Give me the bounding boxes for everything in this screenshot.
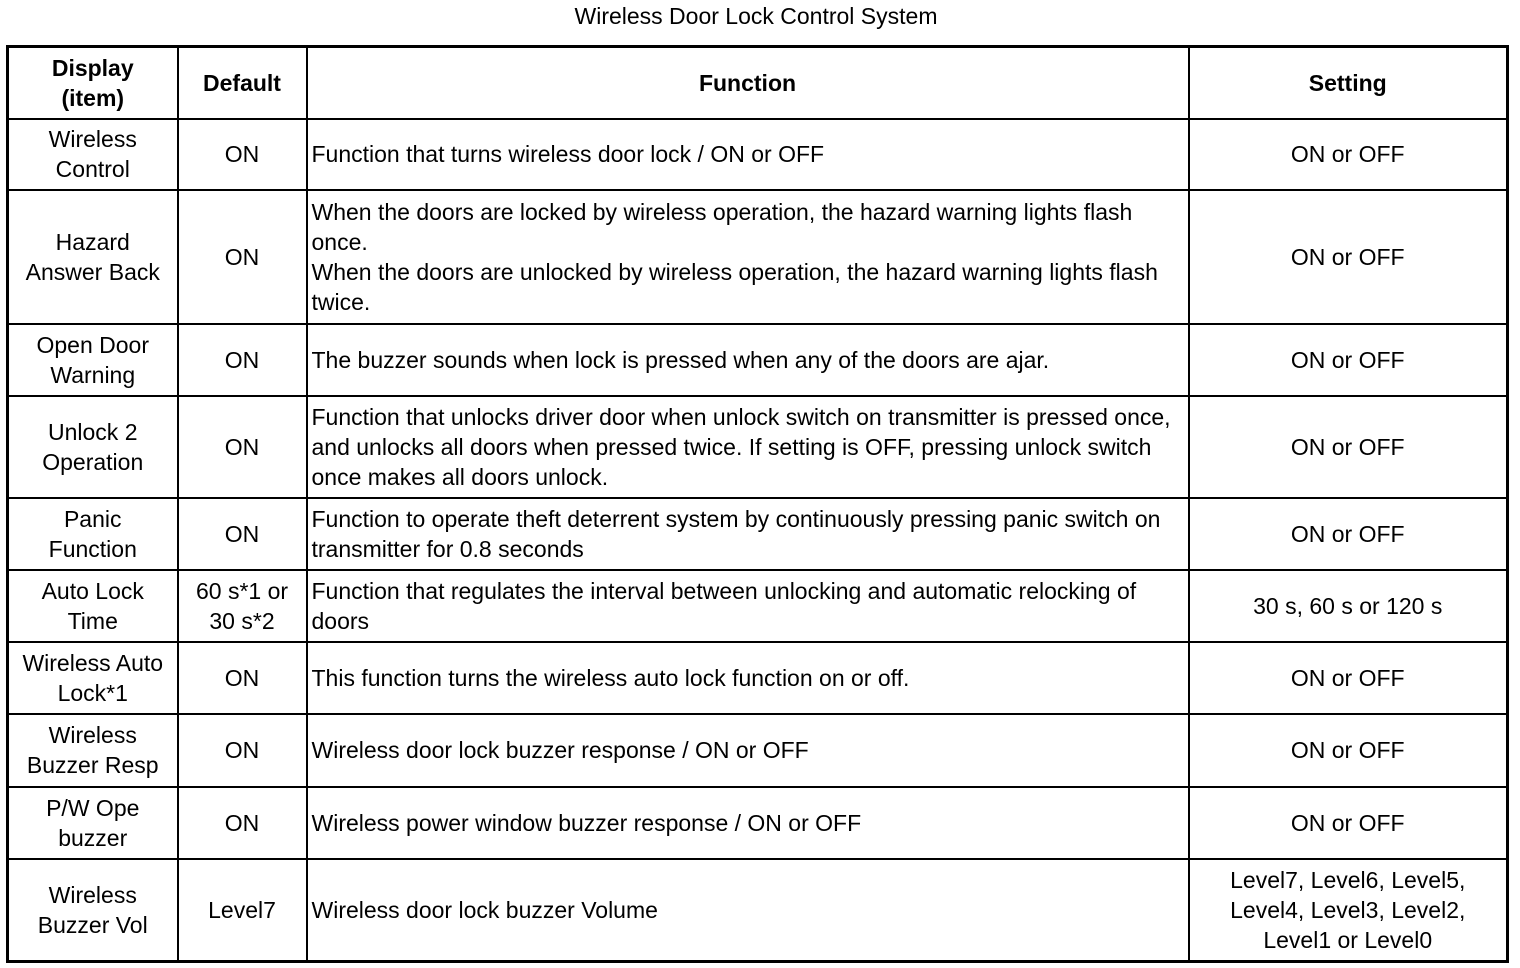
item-line: Panic xyxy=(63,505,122,532)
header-function: Function xyxy=(307,47,1189,119)
default-cell xyxy=(178,570,307,642)
item-cell xyxy=(8,324,178,396)
function-text: Function that unlocks driver door when unlock switch on transmitter is pressed once, and unlocks all doors when pressed twice. If setting is OFF, pressing unlock switch once makes all doors unlock. xyxy=(311,403,1171,490)
header-item-line: Display xyxy=(51,54,134,81)
item-cell xyxy=(8,396,178,498)
header-item-line: (item) xyxy=(61,84,125,111)
setting-line: Level1 or Level0 xyxy=(1263,926,1433,953)
table-row xyxy=(8,859,1508,962)
table-row xyxy=(8,190,1508,324)
default-cell xyxy=(178,324,307,396)
setting-line: ON or OFF xyxy=(1290,809,1405,836)
item-line: buzzer xyxy=(58,824,128,851)
function-text: Function that turns wireless door lock / ON or OFF xyxy=(311,141,825,167)
function-text: Wireless door lock buzzer response / ON or OFF xyxy=(311,737,809,763)
function-text: Function to operate theft deterrent system by continuously pressing panic switch on transmitter for 0.8 seconds xyxy=(311,505,1161,562)
default-line: ON xyxy=(224,433,260,460)
header-item xyxy=(8,47,178,119)
item-line: Warning xyxy=(50,361,136,388)
setting-cell xyxy=(1189,642,1508,714)
default-cell xyxy=(178,119,307,190)
item-line: Wireless xyxy=(48,722,137,748)
setting-cell xyxy=(1189,714,1508,787)
default-cell xyxy=(178,859,307,962)
item-line: Buzzer Vol xyxy=(37,911,148,938)
item-line: Lock*1 xyxy=(57,679,128,706)
header-default: Default xyxy=(178,47,307,119)
setting-line: ON or OFF xyxy=(1290,433,1405,460)
function-text: Wireless door lock buzzer Volume xyxy=(311,896,658,923)
item-line: Wireless xyxy=(48,126,137,152)
item-line: Buzzer Resp xyxy=(26,752,159,778)
default-cell xyxy=(178,787,307,859)
table-row xyxy=(8,570,1508,642)
default-line: 30 s*2 xyxy=(209,607,275,634)
setting-line: ON or OFF xyxy=(1290,346,1405,373)
setting-line: ON or OFF xyxy=(1290,141,1405,167)
function-text: Function that regulates the interval between unlocking and automatic relocking of doors xyxy=(311,577,1137,634)
setting-cell xyxy=(1189,396,1508,498)
default-line: 60 s*1 or xyxy=(195,577,289,604)
default-line: ON xyxy=(224,141,260,167)
item-cell xyxy=(8,570,178,642)
item-cell xyxy=(8,498,178,570)
item-line: Wireless xyxy=(48,881,137,908)
settings-table xyxy=(6,45,1509,963)
function-cell xyxy=(307,498,1189,570)
item-line: Time xyxy=(67,607,118,634)
item-line: Control xyxy=(55,156,130,182)
default-cell xyxy=(178,642,307,714)
table-row xyxy=(8,787,1508,859)
header-setting: Setting xyxy=(1189,47,1508,119)
setting-cell xyxy=(1189,498,1508,570)
default-cell xyxy=(178,190,307,324)
item-line: P/W Ope xyxy=(46,794,140,821)
function-cell xyxy=(307,859,1189,962)
function-cell xyxy=(307,396,1189,498)
setting-line: Level7, Level6, Level5, xyxy=(1230,866,1466,893)
setting-cell xyxy=(1189,119,1508,190)
table-row xyxy=(8,498,1508,570)
item-cell xyxy=(8,859,178,962)
function-cell xyxy=(307,119,1189,190)
default-line: ON xyxy=(224,346,260,373)
item-line: Function xyxy=(48,535,137,562)
default-cell xyxy=(178,396,307,498)
setting-line: ON or OFF xyxy=(1290,737,1405,763)
table-row xyxy=(8,642,1508,714)
table-row xyxy=(8,714,1508,787)
function-cell xyxy=(307,324,1189,396)
setting-cell xyxy=(1189,324,1508,396)
item-cell xyxy=(8,190,178,324)
setting-cell xyxy=(1189,570,1508,642)
item-line: Unlock 2 xyxy=(48,418,138,445)
default-line: ON xyxy=(224,520,260,547)
item-line: Answer Back xyxy=(25,258,160,285)
page-title: Wireless Door Lock Control System xyxy=(574,3,938,29)
function-cell xyxy=(307,570,1189,642)
item-cell xyxy=(8,714,178,787)
table-row xyxy=(8,396,1508,498)
function-cell xyxy=(307,787,1189,859)
default-line: Level7 xyxy=(208,896,276,923)
default-line: ON xyxy=(224,737,260,763)
item-line: Open Door xyxy=(36,331,149,358)
function-text: The buzzer sounds when lock is pressed when any of the doors are ajar. xyxy=(311,346,1050,373)
table-row xyxy=(8,324,1508,396)
function-text: When the doors are unlocked by wireless operation, the hazard warning lights flash twice. xyxy=(311,258,1158,315)
setting-line: ON or OFF xyxy=(1290,664,1405,691)
item-cell xyxy=(8,642,178,714)
default-cell xyxy=(178,498,307,570)
table-row xyxy=(8,119,1508,190)
setting-line: 30 s, 60 s or 120 s xyxy=(1253,592,1443,619)
setting-line: Level4, Level3, Level2, xyxy=(1230,896,1466,923)
item-line: Hazard xyxy=(55,228,130,255)
item-cell xyxy=(8,787,178,859)
default-line: ON xyxy=(224,809,260,836)
header-row xyxy=(8,47,1508,119)
setting-cell xyxy=(1189,787,1508,859)
item-line: Wireless Auto xyxy=(22,649,164,676)
function-text: This function turns the wireless auto lock function on or off. xyxy=(311,664,910,691)
item-cell xyxy=(8,119,178,190)
default-line: ON xyxy=(224,664,260,691)
item-line: Auto Lock xyxy=(41,577,144,604)
default-line: ON xyxy=(224,243,260,270)
setting-cell xyxy=(1189,859,1508,962)
function-cell xyxy=(307,714,1189,787)
setting-cell xyxy=(1189,190,1508,324)
function-text: Wireless power window buzzer response / ON or OFF xyxy=(311,809,862,836)
item-line: Operation xyxy=(42,448,144,475)
default-cell xyxy=(178,714,307,787)
setting-line: ON or OFF xyxy=(1290,520,1405,547)
setting-line: ON or OFF xyxy=(1290,243,1405,270)
function-cell xyxy=(307,642,1189,714)
function-text: When the doors are locked by wireless operation, the hazard warning lights flash once. xyxy=(311,198,1133,255)
function-cell xyxy=(307,190,1189,324)
